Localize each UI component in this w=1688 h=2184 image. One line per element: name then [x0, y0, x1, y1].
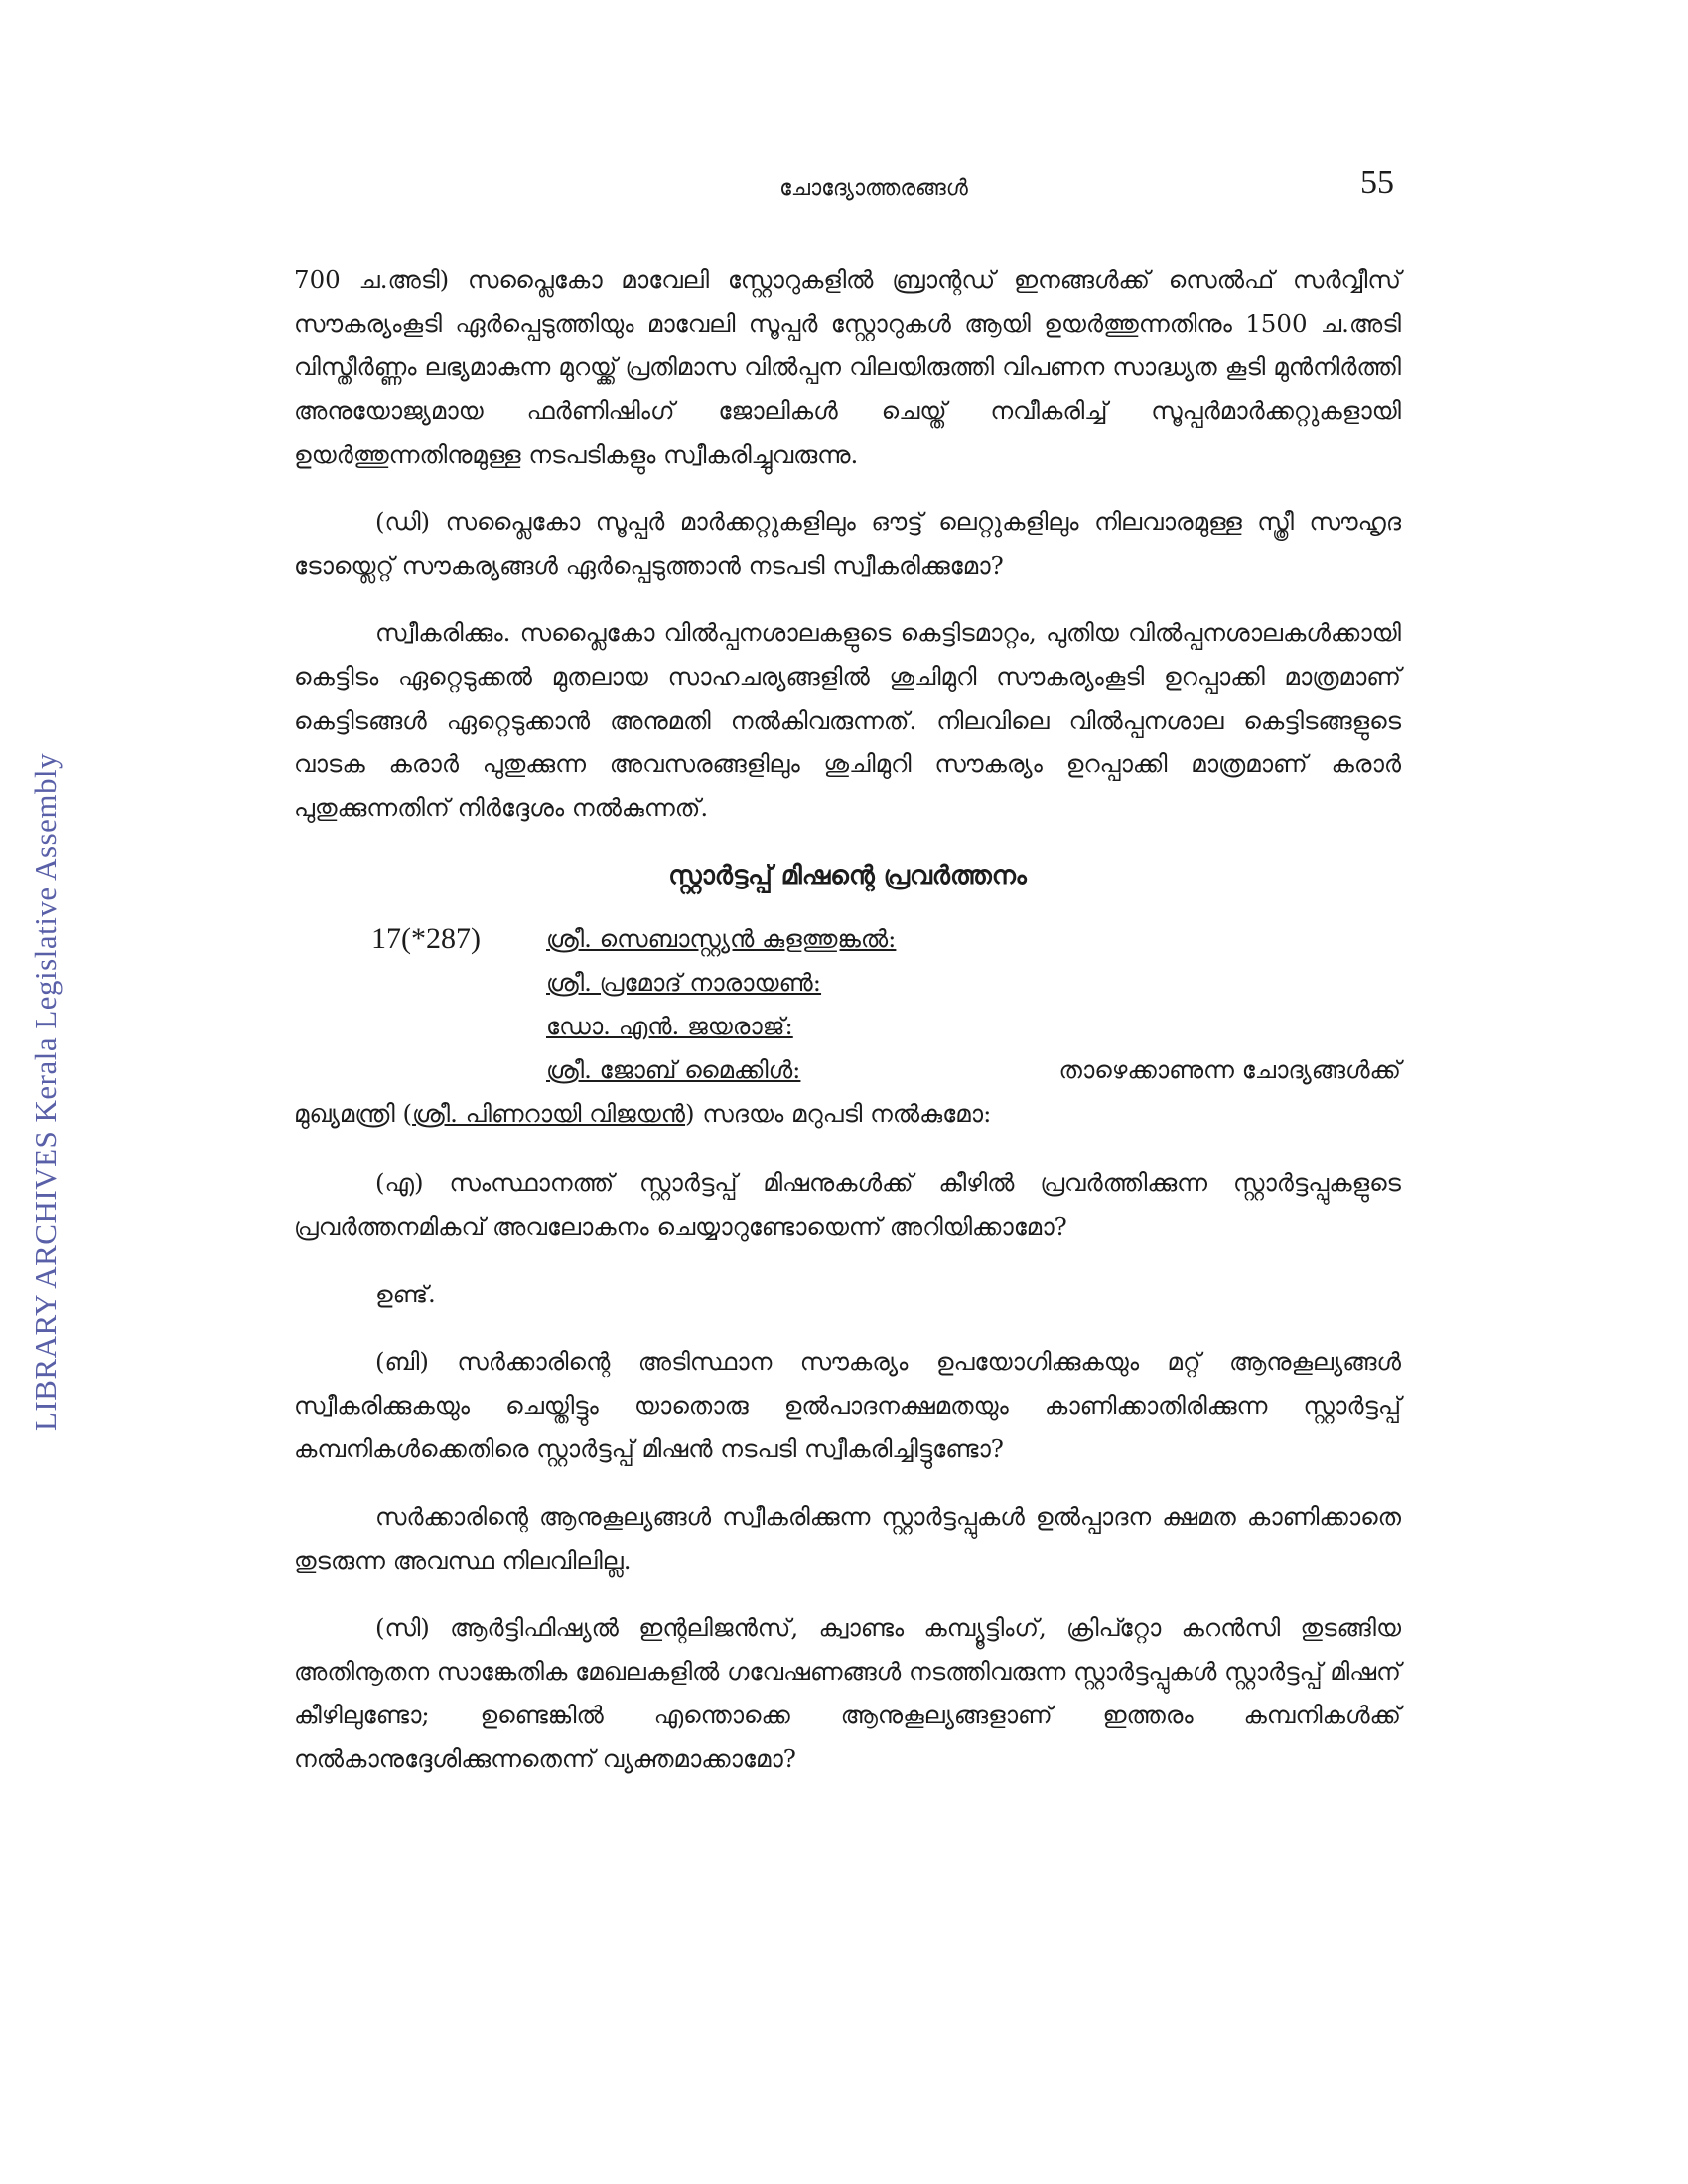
- page-number: 55: [1360, 164, 1394, 201]
- archive-watermark: LIBRARY ARCHIVES Kerala Legislative Assembly: [28, 752, 63, 1432]
- paragraph-1: 700 ച.അടി) സപ്ലൈകോ മാവേലി സ്റ്റോറുകളിൽ ബ്രാന്റഡ് ഇനങ്ങൾക്ക് സെൽഫ് സർവ്വീസ് സൗകര്യംകൂടി ഏർപ്പെടുത്തിയും മാവേലി സൂപ്പർ സ്റ്റോറുകൾ ആയി ഉയർത്തുന്നതിനും 1500 ച.അടി വിസ്തീർണ്ണം ലഭ്യമാകുന്ന മുറയ്ക്ക് പ്രതിമാസ വിൽപ്പന വിലയിരുത്തി വിപണന സാദ്ധ്യത കൂടി മുൻനിർത്തി അനുയോജ്യമായ ഫർണിഷിംഗ് ജോലികൾ ചെയ്ത് നവീകരിച്ച് സൂപ്പർമാർക്കറ്റുകളായി ഉയർത്തുന്നതിനുമുള്ള നടപടികളും സ്വീകരിച്ചുവരുന്നു.: [294, 265, 1401, 469]
- section-heading: സ്റ്റാർട്ടപ്പ് മിഷന്റെ പ്രവർത്തനം: [668, 861, 1027, 890]
- running-header: ചോദ്യോത്തരങ്ങൾ: [779, 176, 968, 201]
- answer-d: സ്വീകരിക്കും. സപ്ലൈകോ വിൽപ്പനശാലകളുടെ കെട്ടിടമാറ്റം, പുതിയ വിൽപ്പനശാലകൾക്കായി കെട്ടിടം ഏറ്റെടുക്കൽ മുതലായ സാഹചര്യങ്ങളിൽ ശുചിമുറി സൗകര്യംകൂടി ഉറപ്പാക്കി മാത്രമാണ് കെട്ടിടങ്ങൾ ഏറ്റെടുക്കാൻ അനുമതി നൽകിവരുന്നത്. നിലവിലെ വിൽപ്പനശാല കെട്ടിടങ്ങളുടെ വാടക കരാർ പുതുക്കുന്ന അവസരങ്ങളിലും ശുചിമുറി സൗകര്യം ഉറപ്പാക്കി മാത്രമാണ് കരാർ പുതുക്കുന്നതിന് നിർദ്ദേശം നൽകുന്നത്.: [294, 618, 1401, 822]
- question-header: [294, 917, 1401, 1092]
- minister-name: ശ്രീ. പിണറായി വിജയൻ: [412, 1099, 686, 1128]
- member-name: ശ്രീ. സെബാസ്റ്റ്യൻ കുളത്തുങ്കൽ:: [546, 924, 897, 953]
- question-number: 17(*287): [371, 922, 481, 955]
- page-body: [294, 258, 1401, 1805]
- answer-b: സർക്കാരിന്റെ ആനുകൂല്യങ്ങൾ സ്വീകരിക്കുന്ന സ്റ്റാർട്ടപ്പുകൾ ഉൽപ്പാദന ക്ഷമത കാണിക്കാതെ തുടരുന്ന അവസ്ഥ നിലവിലില്ല.: [294, 1502, 1401, 1574]
- member-name: ശ്രീ. ജോബ് മൈക്കിൾ: താഴെക്കാണുന്ന ചോദ്യങ്ങൾക്ക്: [546, 1048, 1401, 1092]
- member-list: [546, 917, 1401, 1092]
- question-b: (ബി) സർക്കാരിന്റെ അടിസ്ഥാന സൗകര്യം ഉപയോഗിക്കുകയും മറ്റ് ആനുകൂല്യങ്ങൾ സ്വീകരിക്കുകയും ചെയ്തിട്ടും യാതൊരു ഉൽപാദനക്ഷമതയും കാണിക്കാതിരിക്കുന്ന സ്റ്റാർട്ടപ്പ് കമ്പനികൾക്കെതിരെ സ്റ്റാർട്ടപ്പ് മിഷൻ നടപടി സ്വീകരിച്ചിട്ടുണ്ടോ?: [294, 1347, 1401, 1463]
- addressed-to-line: മുഖ്യമന്ത്രി (ശ്രീ. പിണറായി വിജയൻ) സദയം മറുപടി നൽകുമോ:: [294, 1099, 992, 1128]
- question-d: (ഡി) സപ്ലൈകോ സൂപ്പർ മാർക്കറ്റുകളിലും ഔട്ട് ലെറ്റുകളിലും നിലവാരമുള്ള സ്ത്രീ സൗഹൃദ ടോയ്ലെറ്റ് സൗകര്യങ്ങൾ ഏർപ്പെടുത്താൻ നടപടി സ്വീകരിക്കുമോ?: [294, 507, 1401, 580]
- member-name: ശ്രീ. പ്രമോദ് നാരായൺ:: [546, 968, 822, 997]
- lead-suffix: താഴെക്കാണുന്ന ചോദ്യങ്ങൾക്ക്: [1058, 1055, 1401, 1084]
- member-name: ഡോ. എൻ. ജയരാജ്:: [546, 1012, 793, 1040]
- question-c: (സി) ആർട്ടിഫിഷ്യൽ ഇന്റലിജൻസ്, ക്വാണ്ടം കമ്പ്യൂട്ടിംഗ്, ക്രിപ്റ്റോ കറൻസി തുടങ്ങിയ അതിനൂതന സാങ്കേതിക മേഖലകളിൽ ഗവേഷണങ്ങൾ നടത്തിവരുന്ന സ്റ്റാർട്ടപ്പുകൾ സ്റ്റാർട്ടപ്പ് മിഷന് കീഴിലുണ്ടോ; ഉണ്ടെങ്കിൽ എന്തൊക്കെ ആനുകൂല്യങ്ങളാണ് ഇത്തരം കമ്പനികൾക്ക് നൽകാനുദ്ദേശിക്കുന്നതെന്ന് വ്യക്തമാക്കാമോ?: [294, 1613, 1401, 1773]
- answer-a: ഉണ്ട്.: [375, 1280, 436, 1308]
- question-a: (എ) സംസ്ഥാനത്ത് സ്റ്റാർട്ടപ്പ് മിഷനുകൾക്ക് കീഴിൽ പ്രവർത്തിക്കുന്ന സ്റ്റാർട്ടപ്പുകളുടെ പ്രവർത്തനമികവ് അവലോകനം ചെയ്യാറുണ്ടോയെന്ന് അറിയിക്കാമോ?: [294, 1168, 1401, 1241]
